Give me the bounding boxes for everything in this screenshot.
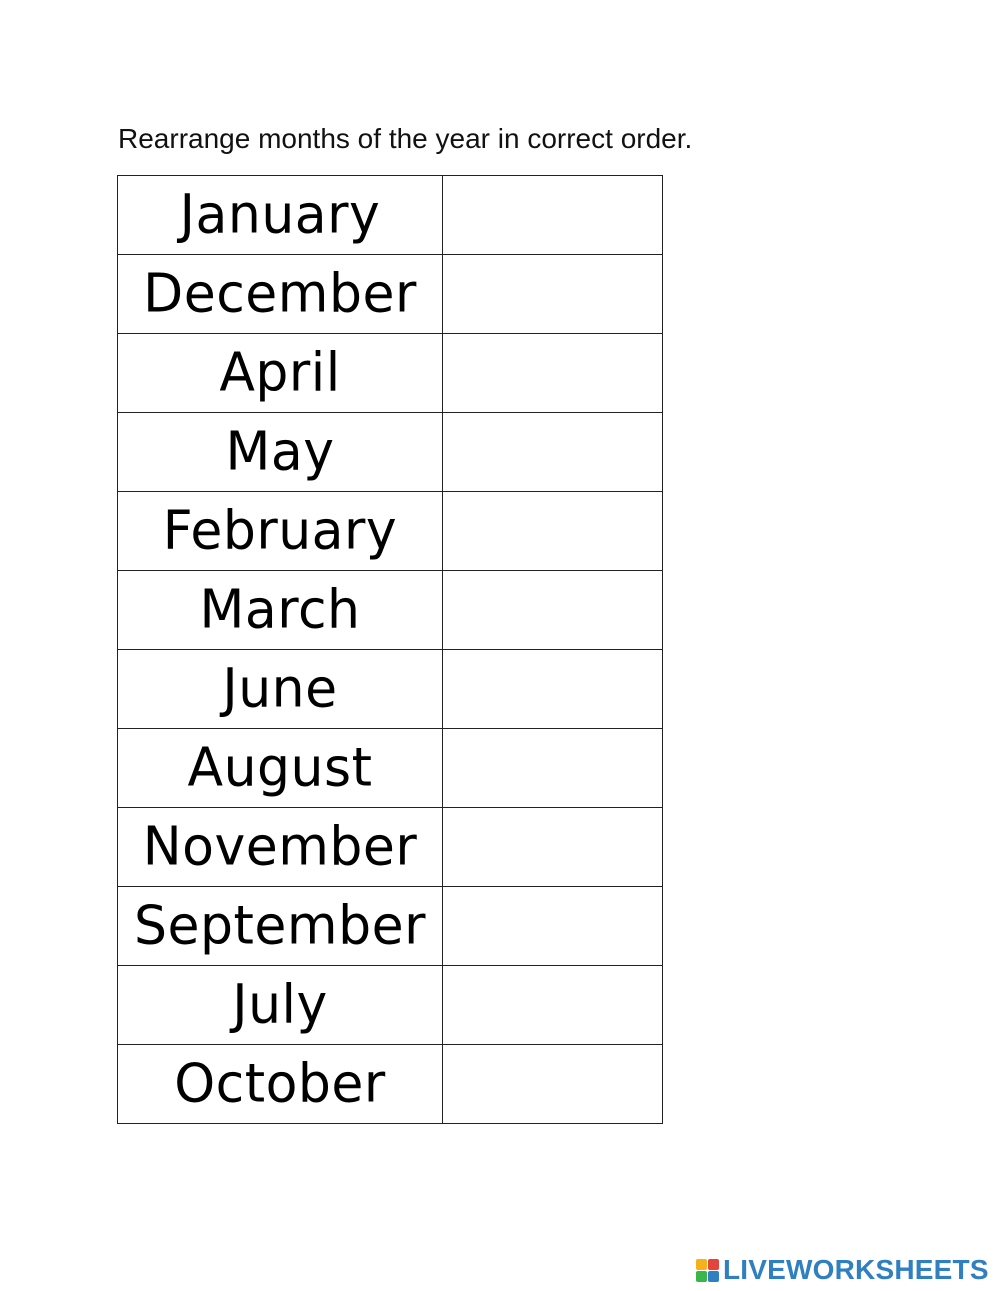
brand-name: LIVEWORKSHEETS <box>723 1254 989 1285</box>
table-row <box>118 729 663 808</box>
answer-box[interactable] <box>443 887 663 966</box>
answer-box[interactable] <box>443 1045 663 1124</box>
month-label: September <box>134 895 426 957</box>
month-cell <box>118 1045 443 1124</box>
month-cell <box>118 255 443 334</box>
month-cell <box>118 808 443 887</box>
logo-square-2 <box>708 1259 719 1270</box>
month-cell <box>118 571 443 650</box>
answer-box[interactable] <box>443 571 663 650</box>
table-row <box>118 887 663 966</box>
month-cell <box>118 492 443 571</box>
month-label: May <box>225 421 335 483</box>
logo-square-1 <box>696 1259 707 1270</box>
instruction-text: Rearrange months of the year in correct order. <box>118 123 693 154</box>
logo-square-3 <box>696 1271 707 1282</box>
table-row <box>118 1045 663 1124</box>
month-label: July <box>232 974 328 1036</box>
month-cell <box>118 650 443 729</box>
month-label: April <box>219 342 341 404</box>
month-cell <box>118 334 443 413</box>
logo-square-4 <box>708 1271 719 1282</box>
month-cell <box>118 887 443 966</box>
answer-box[interactable] <box>443 413 663 492</box>
answer-box[interactable] <box>443 966 663 1045</box>
month-label: February <box>162 500 398 562</box>
month-label: December <box>143 263 417 325</box>
month-label: October <box>174 1053 386 1115</box>
month-label: August <box>187 737 373 799</box>
month-cell <box>118 729 443 808</box>
table-row <box>118 176 663 255</box>
answer-box[interactable] <box>443 492 663 571</box>
answer-box[interactable] <box>443 334 663 413</box>
table-row <box>118 255 663 334</box>
answer-box[interactable] <box>443 176 663 255</box>
answer-box[interactable] <box>443 650 663 729</box>
answer-box[interactable] <box>443 255 663 334</box>
month-label: January <box>179 184 381 246</box>
table-row <box>118 571 663 650</box>
table-row <box>118 650 663 729</box>
month-label: March <box>199 579 361 641</box>
month-label: June <box>222 658 338 720</box>
liveworksheets-logo-icon <box>696 1259 719 1282</box>
table-row <box>118 413 663 492</box>
month-cell <box>118 966 443 1045</box>
table-row <box>118 966 663 1045</box>
month-label: November <box>142 816 418 878</box>
answer-box[interactable] <box>443 808 663 887</box>
table-row <box>118 334 663 413</box>
table-row <box>118 492 663 571</box>
table-row <box>118 808 663 887</box>
month-cell <box>118 176 443 255</box>
month-cell <box>118 413 443 492</box>
answer-box[interactable] <box>443 729 663 808</box>
months-table <box>117 175 663 1124</box>
brand-footer <box>696 1253 989 1287</box>
